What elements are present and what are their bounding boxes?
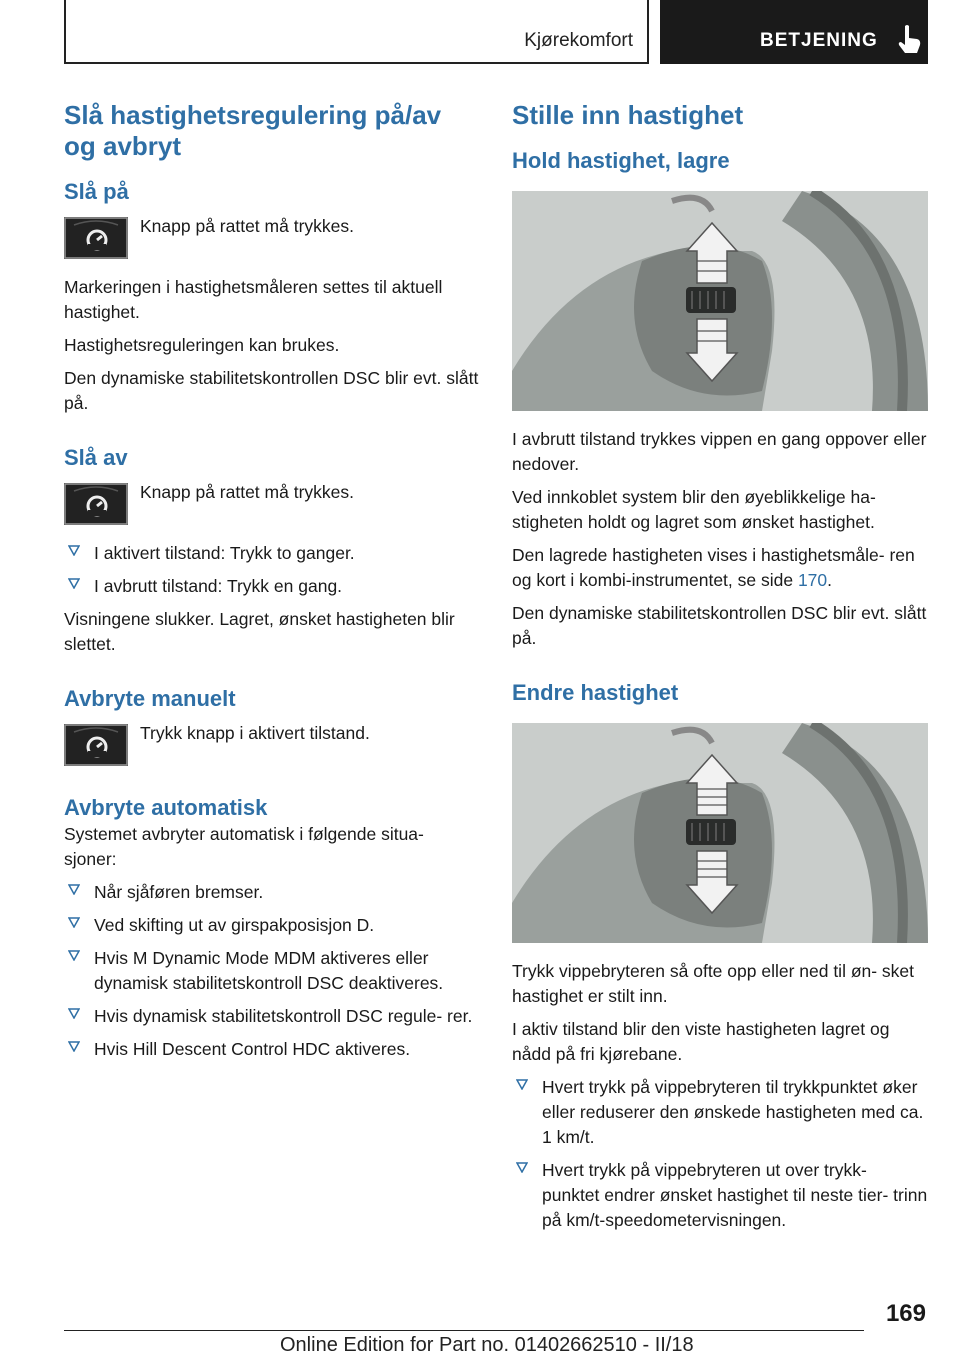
heading-change-speed: Endre hastighet bbox=[512, 680, 679, 705]
left-column bbox=[64, 100, 480, 1070]
button-row-manual bbox=[64, 721, 480, 766]
steering-wheel-rocker-photo bbox=[512, 191, 928, 411]
paragraph-speed-shown: Den lagrede hastigheten vises i hastighetsmåle- ren og kort i kombi-instrumentet, se side 170. bbox=[512, 545, 915, 590]
list-item: I aktivert tilstand: Trykk to ganger. bbox=[64, 541, 480, 566]
list-change-speed bbox=[512, 1075, 928, 1233]
hand-pointer-icon bbox=[896, 24, 922, 54]
list-item: Hvert trykk på vippebryteren til trykkpunktet øker eller reduserer den ønskede hastigheten med ca. 1 km/t. bbox=[512, 1075, 928, 1150]
heading-turn-off: Slå av bbox=[64, 445, 128, 470]
button-instruction-manual: Trykk knapp i aktivert tilstand. bbox=[140, 723, 370, 743]
button-instruction-off: Knapp på rattet må trykkes. bbox=[140, 482, 354, 502]
list-turn-off bbox=[64, 541, 480, 599]
cruise-control-button-icon bbox=[64, 217, 128, 259]
bullet-triangle-icon bbox=[68, 577, 80, 589]
paragraph-dsc-on-right: Den dynamiske stabilitetskontrollen DSC blir evt. slått på. bbox=[512, 603, 927, 648]
paragraph-auto-cancel: Systemet avbryter automatisk i følgende situa- sjoner: bbox=[64, 824, 424, 869]
list-item: Hvis dynamisk stabilitetskontroll DSC regule- rer. bbox=[64, 1004, 480, 1029]
page-reference-link[interactable]: 170 bbox=[797, 570, 828, 590]
paragraph-dsc-on: Den dynamiske stabilitetskontrollen DSC blir evt. slått på. bbox=[64, 368, 479, 413]
section-heading-set-speed: Stille inn hastighet bbox=[512, 100, 744, 130]
list-item: Ved skifting ut av girspakposisjon D. bbox=[64, 913, 480, 938]
paragraph-active-state: I aktiv tilstand blir den viste hastigheten lagret og nådd på fri kjørebane. bbox=[512, 1019, 890, 1064]
heading-hold-speed: Hold hastighet, lagre bbox=[512, 148, 730, 173]
paragraph-usable: Hastighetsreguleringen kan brukes. bbox=[64, 335, 340, 355]
bullet-triangle-icon bbox=[516, 1078, 528, 1090]
heading-cancel-auto: Avbryte automatisk bbox=[64, 795, 268, 820]
paragraph-display-off: Visningene slukker. Lagret, ønsket hastigheten blir slettet. bbox=[64, 609, 455, 654]
section-title: BETJENING bbox=[760, 30, 878, 51]
paragraph-press-rocker: Trykk vippebryteren så ofte opp eller ned til øn- sket hastighet er stilt inn. bbox=[512, 961, 915, 1006]
bullet-triangle-icon bbox=[68, 916, 80, 928]
page-number: 169 bbox=[885, 1300, 926, 1327]
button-row-off bbox=[64, 480, 480, 525]
footer-divider bbox=[64, 1330, 864, 1331]
bullet-triangle-icon bbox=[68, 1007, 80, 1019]
list-item: Hvis Hill Descent Control HDC aktiveres. bbox=[64, 1037, 480, 1062]
list-item: Hvis M Dynamic Mode MDM aktiveres eller dynamisk stabilitetskontroll DSC deaktiveres. bbox=[64, 946, 480, 996]
section-heading-on-off: Slå hastighetsregulering på/av og avbryt bbox=[64, 100, 442, 161]
bullet-triangle-icon bbox=[68, 949, 80, 961]
heading-turn-on: Slå på bbox=[64, 179, 129, 204]
header-chapter-box bbox=[64, 0, 649, 64]
cruise-control-button-icon bbox=[64, 724, 128, 766]
bullet-triangle-icon bbox=[68, 544, 80, 556]
bullet-triangle-icon bbox=[68, 1040, 80, 1052]
chapter-title: Kjørekomfort bbox=[524, 30, 633, 51]
heading-cancel-manual: Avbryte manuelt bbox=[64, 686, 236, 711]
list-item: Hvert trykk på vippebryteren ut over trykk- punktet endrer ønsket hastighet til neste tier- trinn på km/t-speedometervisningen. bbox=[512, 1158, 928, 1233]
edition-footer: Online Edition for Part no. 01402662510 - II/18 bbox=[280, 1334, 694, 1356]
header-section-tab bbox=[660, 0, 928, 64]
button-instruction-on: Knapp på rattet må trykkes. bbox=[140, 216, 354, 236]
bullet-triangle-icon bbox=[68, 883, 80, 895]
list-item: I avbrutt tilstand: Trykk en gang. bbox=[64, 574, 480, 599]
paragraph-marking: Markeringen i hastighetsmåleren settes til aktuell hastighet. bbox=[64, 277, 443, 322]
right-column bbox=[512, 100, 928, 1241]
list-item: Når sjåføren bremser. bbox=[64, 880, 480, 905]
cruise-control-button-icon bbox=[64, 483, 128, 525]
bullet-triangle-icon bbox=[516, 1161, 528, 1173]
paragraph-speed-held: Ved innkoblet system blir den øyeblikkelige ha- stigheten holdt og lagret som ønsket hastighet. bbox=[512, 487, 876, 532]
paragraph-rocker-press: I avbrutt tilstand trykkes vippen en gang oppover eller nedover. bbox=[512, 429, 927, 474]
list-auto-cancel bbox=[64, 880, 480, 1062]
steering-wheel-rocker-photo-2 bbox=[512, 723, 928, 943]
button-row-on bbox=[64, 214, 480, 259]
